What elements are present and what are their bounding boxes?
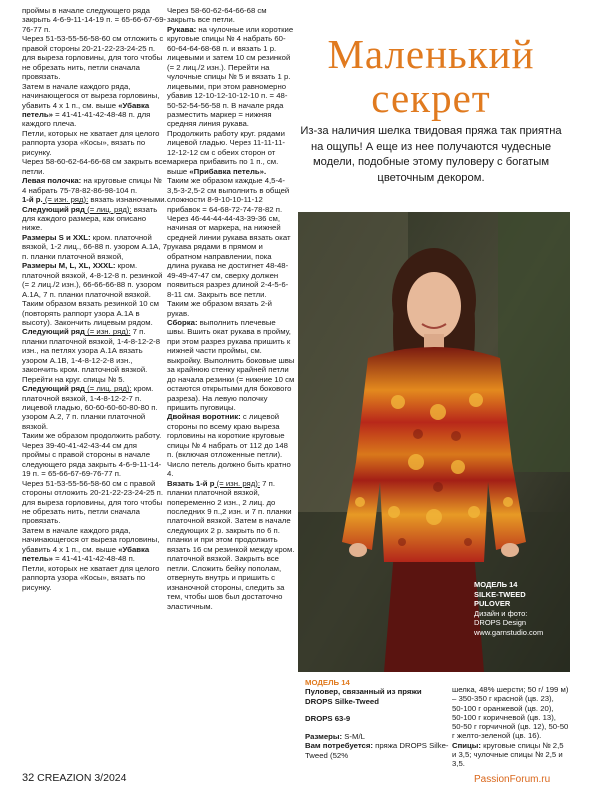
materials-value: пряжа DROPS Silke-Tweed (52% (305, 741, 449, 760)
instruction-paragraph (22, 526, 167, 564)
paragraph-segment: Левая полочка: (22, 176, 82, 186)
paragraph-segment: (= изн. ряд): (42, 195, 89, 205)
instruction-paragraph (22, 327, 167, 384)
paragraph-segment: кром. платочной вязкой, 4-8-12-8 п. резинкой (= 2 лиц./2 изн.), 66-66-66-88 п. узором А.1А, 7 п. планки платочной вязкой. (22, 261, 163, 299)
paragraph-segment: Двойная воротник: (167, 412, 241, 422)
instruction-paragraph (22, 384, 167, 431)
instruction-paragraph (167, 25, 295, 176)
sizes-line (305, 732, 449, 741)
instruction-paragraph (167, 6, 295, 25)
caption-model-number: МОДЕЛЬ 14 (474, 580, 518, 589)
headline-line-2: секрет (371, 75, 491, 121)
paragraph-segment: Следующий ряд (22, 384, 85, 394)
paragraph-segment: вязать для каждого размера, как описано ниже. (22, 204, 158, 233)
instruction-paragraph (22, 195, 167, 204)
paragraph-segment: 7 п. планки платочной вязкой, 1-4-8-12-2-8 изн., на петлях узора А.1А вязать узором А.1В, 1-4-8-12-2-8 изн., закончить кром. платочной вязкой. Перейти на круг. спицы № 5. (22, 327, 161, 384)
yarn-line-1: шелка, 48% шерсти; 50 г/ 199 м) – 350-350 г красной (цв. 23), (452, 685, 569, 704)
paragraph-segment: с лицевой стороны по всему краю выреза горловины на короткие круговые спицы № 4 набрать от 112 до 148 п. (включая отложенные петли). Число петель должно быть кратно 4. (167, 412, 291, 479)
paragraph-segment: «Убавка петель» (22, 544, 150, 564)
caption-designer: DROPS Design (474, 618, 527, 628)
paragraph-segment: Затем в начале каждого ряда, начинающегося от выреза горловины, убавить 4 х 1 п., см. выше (22, 525, 160, 554)
paragraph-segment: Петли, которых не хватает для целого раппорта узора «Косы», вязать по рисунку. (22, 563, 160, 592)
paragraph-segment: кром. платочной вязкой, 1-2 лиц., 66-88 п. узором А.1А, 7 п. планки платочной вязкой, (22, 232, 167, 261)
paragraph-segment: кром. платочной вязкой, 1-4-8-12-2-7 п. лицевой гладью, 60-60-60-60-80-80 п. узором А.2, 7 п. планки платочной вязкой. (22, 384, 158, 431)
instruction-paragraph (167, 176, 295, 214)
instruction-paragraph (22, 34, 167, 81)
paragraph-segment: Через 58-60-62-64-66-68 см закрыть все петли. (22, 157, 167, 176)
lead-paragraph: Из-за наличия шелка твидовая пряжа так приятна на ощупь! А еще из нее получаются чудесные модели, подобные этому пуловеру с богатым цветочным декором. (300, 125, 562, 184)
magazine-issue: CREAZION 3/2024 (37, 772, 127, 784)
instruction-paragraph (22, 233, 167, 261)
headline-line-1: Маленький (327, 31, 535, 77)
paragraph-segment: (= лиц. ряд): (84, 384, 132, 394)
paragraph-segment: Сборка: (167, 317, 198, 327)
paragraph-segment: Через 51-53-55-56-58-60 см с правой стороны отложить 20-21-22-23-24-25 п. для выреза горловины, для того чтобы не обрезать нить, петли сначала провязать. (22, 478, 164, 526)
paragraph-segment: Таким же образом каждые 4,5-4-3,5-3-2,5-2 см выполнить в общей сложности 8-9-10-10-11-12 прибавок = 64-68-72-74-78-82 п. (167, 176, 290, 214)
paragraph-segment: Следующий ряд (22, 204, 85, 214)
paragraph-segment: Вязать 1-й р (167, 478, 215, 488)
instructions-column-left (22, 6, 167, 592)
instruction-paragraph (22, 261, 167, 299)
paragraph-segment: Через 46-44-44-44-43-39-36 см, начиная от маркера, на нижней средней линии рукава вязать окат рукава рядами в прямом и обратном направлении, пока длина рукава не достигнет 48-48-49-49-47-47 см, сверху должен появиться разрез длиной 2-4-5-6-8-11 см. Закрыть все петли. (167, 213, 291, 299)
paragraph-segment: Таким же образом продолжить работу. Через 39-40-41-42-43-44 см для проймы с правой стороны в начале следующего ряда закрыть 4-6-9-11-14-19 п. = 65-66-67-69-76-77 п. (22, 431, 162, 479)
model-info (305, 678, 449, 760)
yarn-line-3: 50-100 г коричневой (цв. 13), (452, 712, 556, 722)
paragraph-segment: Петли, которых не хватает для целого раппорта узора «Косы», вязать по рисунку. (22, 128, 160, 157)
instruction-paragraph (22, 6, 167, 34)
photo-caption (474, 580, 566, 638)
paragraph-segment: «Убавка петель» (22, 100, 150, 119)
yarn-line-4: 50-50 г горчичной (цв. 12), 50-50 г желто-зеленой (цв. 16). (452, 722, 569, 741)
instruction-paragraph (167, 299, 295, 318)
paragraph-segment: 7 п. планки платочной вязкой, попеременно 2 изн., 2 лиц. до последних 9 п.,2 изн. и 7 п. планки платочной вязкой. Затем в начале следующих 2 р. закрыть по 6 п. планки и при этом продолжить вязать 16 см резинкой между кром. платочной вязкой. Закрыть все петли. Сложить бейку пополам, отвернуть внутрь и пришить с изнаночной стороны, следить за тем, чтобы шов был достаточно эластичным. (167, 478, 295, 611)
instruction-paragraph (22, 129, 167, 157)
paragraph-segment: (= изн. ряд): (84, 327, 131, 337)
materials-label: Вам потребуется: (305, 741, 373, 751)
paragraph-segment: Через 51-53-55-56-58-60 см отложить с правой стороны 20-21-22-23-24-25 п. для выреза горловины, для того чтобы не обрезать нить, петли сначала провязать. (22, 34, 164, 82)
paragraph-segment: = 41-41-41-42-48-48 п. для каждого плеча. (22, 109, 151, 129)
paragraph-segment: на круговые спицы № 4 набрать 75-78-82-86-98-104 п. (22, 176, 162, 195)
instruction-paragraph (22, 82, 167, 129)
sizes-value: S-M/L (342, 731, 365, 741)
instruction-paragraph (22, 479, 167, 526)
instruction-paragraph (22, 176, 167, 195)
paragraph-segment: проймы в начале следующего ряда закрыть 4-6-9-11-14-19 п. = 65-66-67-69-76-77 п. (22, 6, 167, 34)
pattern-code: DROPS 63-9 (305, 714, 351, 724)
paragraph-segment: Размеры S и XXL: (22, 232, 91, 242)
instruction-paragraph (167, 412, 295, 478)
paragraph-segment: Затем в начале каждого ряда, начинающегося от выреза горловины, убавить 4 х 1 п., см. выше (22, 81, 160, 110)
paragraph-segment: (= изн. ряд): (214, 478, 260, 488)
paragraph-segment: Через 58-60-62-64-66-68 см закрыть все петли. (167, 6, 267, 25)
needles-label: Спицы: (452, 740, 482, 750)
needles-line (452, 741, 570, 769)
instruction-paragraph (22, 431, 167, 478)
instruction-paragraph (167, 479, 295, 611)
instruction-paragraph (22, 157, 167, 176)
needles-value: круговые спицы № 2,5 и 3,5; чулочные спицы № 2,5 и 3,5. (452, 740, 564, 769)
yarn-list (452, 685, 570, 769)
caption-website: www.garnstudio.com (474, 627, 544, 637)
page-footer (22, 772, 126, 784)
paragraph-segment: выполнить плечевые швы. Вшить окат рукава в пройму, при этом разрез рукава пришить к нижней части проймы, см. выкройку. Выполнить боковые швы за крайнюю стенку крайней петли до начала резинки (= нижние 10 см остаются открытыми для бокового разреза). На левую полочку пришить пуговицы. (167, 317, 295, 413)
paragraph-segment: Следующий ряд (22, 327, 85, 337)
caption-yarn-name: SILKE-TWEED (474, 589, 526, 599)
paragraph-segment: на чулочные или короткие круговые спицы № 4 набрать 60-60-64-64-68-68 п. и вязать 1 р. лицевыми и затем 10 см резинкой (= 2 лиц./2 изн.). Перейти на чулочные спицы № 5 и вязать 1 р. лицевыми, при этом равномерно убавив 12-10-12-10-12-10 п. = 48-50-52-54-56-58 п. В начале ряда разместить маркер = нижняя средняя линия рукава. Продолжить работу круг. рядами лицевой гладью. Через 11-11-11-12-12-12 см с обеих сторон от маркера прибавить по 1 п., см. выше (167, 24, 294, 176)
paragraph-segment: Размеры M, L, XL, XXXL: (22, 261, 116, 271)
model-title: Пуловер, связанный из пряжи DROPS Silke-Tweed (305, 687, 422, 706)
page-number: 32 (22, 772, 35, 784)
instruction-paragraph (22, 205, 167, 233)
model-number-label: МОДЕЛЬ 14 (305, 678, 350, 687)
paragraph-segment: вязать изнаночными. (88, 195, 167, 205)
watermark: PassionForum.ru (474, 774, 551, 785)
headline (300, 32, 562, 120)
paragraph-segment: 1-й р. (22, 195, 43, 205)
paragraph-segment: Рукава: (167, 24, 197, 34)
paragraph-segment: (= лиц. ряд): (84, 204, 132, 214)
paragraph-segment: Таким же образом вязать 2-й рукав. (167, 299, 272, 318)
sizes-label: Размеры: (305, 731, 343, 741)
caption-garment: PULOVER (474, 599, 511, 609)
paragraph-segment: «Прибавка петель». (189, 166, 267, 176)
instruction-paragraph (167, 214, 295, 299)
instructions-column-right (167, 6, 295, 611)
instruction-paragraph (22, 564, 167, 592)
caption-credit-label: Дизайн и фото: (474, 608, 528, 618)
instruction-paragraph (22, 299, 167, 327)
paragraph-segment: = 41-41-41-42-48-48 п. (53, 554, 135, 564)
materials-line (305, 741, 449, 760)
yarn-line-2: 50-100 г оранжевой (цв. 20), (452, 703, 554, 713)
paragraph-segment: Таким образом вязать резинкой 10 см (повторять раппорт узора А.1А в высоту). Закончить лицевым рядом. (22, 299, 159, 327)
instruction-paragraph (167, 318, 295, 413)
